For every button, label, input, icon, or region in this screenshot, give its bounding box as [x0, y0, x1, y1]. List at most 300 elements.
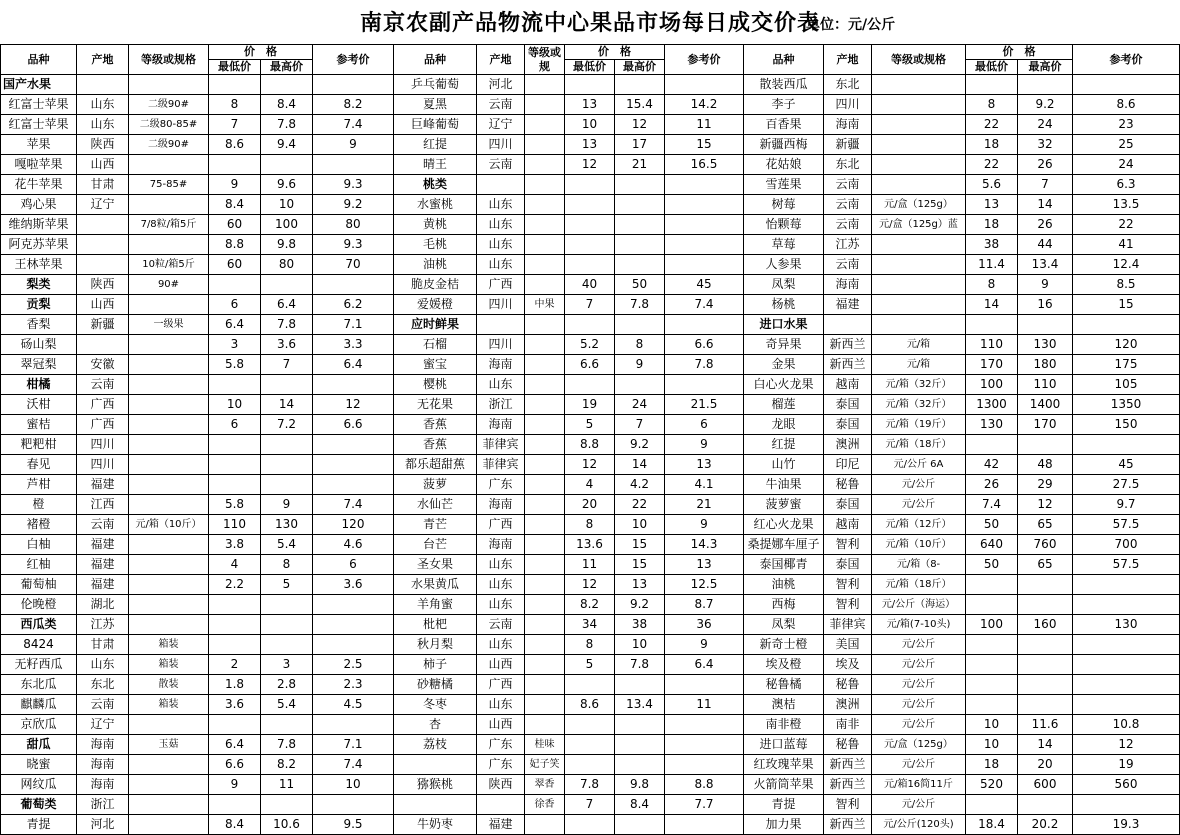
origin-cell: 新疆 — [824, 135, 872, 155]
ref-price-cell — [1073, 315, 1180, 335]
low-price-cell: 130 — [966, 415, 1018, 435]
low-price-cell: 8.4 — [209, 815, 261, 835]
low-price-cell — [209, 715, 261, 735]
low-price-cell: 8 — [209, 95, 261, 115]
high-price-cell: 160 — [1018, 615, 1073, 635]
origin-cell: 辽宁 — [77, 195, 129, 215]
col-price: 价 格 — [565, 45, 665, 60]
low-price-cell: 8.2 — [565, 595, 615, 615]
high-price-cell: 2.8 — [261, 675, 313, 695]
ref-price-cell — [1073, 595, 1180, 615]
high-price-cell: 600 — [1018, 775, 1073, 795]
grade-cell — [525, 575, 565, 595]
table-row — [1, 435, 1180, 455]
origin-cell: 甘肃 — [77, 175, 129, 195]
variety-cell: 黄桃 — [394, 215, 477, 235]
origin-cell: 山西 — [77, 155, 129, 175]
ref-price-cell — [1073, 575, 1180, 595]
origin-cell: 东北 — [824, 155, 872, 175]
ref-price-cell: 7.7 — [665, 795, 744, 815]
price-table — [0, 44, 1180, 835]
variety-cell: 水果黄瓜 — [394, 575, 477, 595]
low-price-cell — [966, 635, 1018, 655]
variety-cell: 翠冠梨 — [1, 355, 77, 375]
low-price-cell: 12 — [565, 155, 615, 175]
ref-price-cell: 12.5 — [665, 575, 744, 595]
low-price-cell — [565, 315, 615, 335]
variety-cell: 花姑娘 — [744, 155, 824, 175]
high-price-cell: 13.4 — [615, 695, 665, 715]
low-price-cell: 3.6 — [209, 695, 261, 715]
variety-cell: 柿子 — [394, 655, 477, 675]
variety-cell: 柑橘 — [1, 375, 77, 395]
grade-cell: 中果 — [525, 295, 565, 315]
high-price-cell: 1400 — [1018, 395, 1073, 415]
origin-cell: 四川 — [77, 435, 129, 455]
ref-price-cell — [665, 675, 744, 695]
grade-cell — [525, 335, 565, 355]
low-price-cell: 26 — [966, 475, 1018, 495]
high-price-cell: 9.6 — [261, 175, 313, 195]
ref-price-cell — [665, 315, 744, 335]
grade-cell: 元/公斤 — [872, 715, 966, 735]
high-price-cell: 5.4 — [261, 535, 313, 555]
low-price-cell: 170 — [966, 355, 1018, 375]
grade-cell: 元/箱（18斤） — [872, 575, 966, 595]
variety-cell: 南非橙 — [744, 715, 824, 735]
origin-cell: 山东 — [477, 695, 525, 715]
table-row — [1, 215, 1180, 235]
high-price-cell — [261, 155, 313, 175]
variety-cell: 白柚 — [1, 535, 77, 555]
high-price-cell — [615, 195, 665, 215]
grade-cell — [129, 355, 209, 375]
origin-cell: 菲律宾 — [477, 455, 525, 475]
high-price-cell: 7 — [1018, 175, 1073, 195]
ref-price-cell — [1073, 675, 1180, 695]
grade-cell — [525, 455, 565, 475]
high-price-cell: 7.8 — [261, 735, 313, 755]
col-variety: 品种 — [394, 45, 477, 75]
low-price-cell: 6.6 — [209, 755, 261, 775]
origin-cell: 江西 — [77, 495, 129, 515]
ref-price-cell: 57.5 — [1073, 515, 1180, 535]
low-price-cell: 11 — [565, 555, 615, 575]
variety-cell: 芦柑 — [1, 475, 77, 495]
high-price-cell: 20.2 — [1018, 815, 1073, 835]
origin-cell: 福建 — [77, 555, 129, 575]
origin-cell: 新疆 — [77, 315, 129, 335]
low-price-cell: 100 — [966, 615, 1018, 635]
variety-cell: 樱桃 — [394, 375, 477, 395]
low-price-cell: 3 — [209, 335, 261, 355]
variety-cell: 葡萄类 — [1, 795, 77, 815]
variety-cell: 榴莲 — [744, 395, 824, 415]
low-price-cell: 8.8 — [209, 235, 261, 255]
low-price-cell: 4 — [209, 555, 261, 575]
origin-cell: 澳洲 — [824, 435, 872, 455]
origin-cell: 云南 — [824, 175, 872, 195]
grade-cell — [525, 315, 565, 335]
low-price-cell — [209, 155, 261, 175]
low-price-cell: 13 — [966, 195, 1018, 215]
high-price-cell: 38 — [615, 615, 665, 635]
high-price-cell: 26 — [1018, 215, 1073, 235]
high-price-cell: 8.4 — [261, 95, 313, 115]
ref-price-cell: 9 — [665, 635, 744, 655]
low-price-cell: 8 — [565, 515, 615, 535]
table-row — [1, 155, 1180, 175]
grade-cell — [129, 775, 209, 795]
variety-cell: 嘎啦苹果 — [1, 155, 77, 175]
high-price-cell: 3.6 — [261, 335, 313, 355]
table-row — [1, 735, 1180, 755]
low-price-cell: 1300 — [966, 395, 1018, 415]
col-ref: 参考价 — [665, 45, 744, 75]
low-price-cell: 22 — [966, 155, 1018, 175]
origin-cell: 山东 — [477, 575, 525, 595]
ref-price-cell — [313, 375, 394, 395]
grade-cell: 元/盒（125g） — [872, 735, 966, 755]
grade-cell — [525, 535, 565, 555]
origin-cell: 陕西 — [477, 775, 525, 795]
ref-price-cell: 6.6 — [665, 335, 744, 355]
table-row — [1, 95, 1180, 115]
variety-cell: 秘鲁橘 — [744, 675, 824, 695]
low-price-cell: 34 — [565, 615, 615, 635]
origin-cell — [77, 255, 129, 275]
variety-cell: 牛油果 — [744, 475, 824, 495]
high-price-cell: 11.6 — [1018, 715, 1073, 735]
ref-price-cell: 6.4 — [665, 655, 744, 675]
low-price-cell: 40 — [565, 275, 615, 295]
low-price-cell: 9 — [209, 175, 261, 195]
ref-price-cell: 6 — [665, 415, 744, 435]
ref-price-cell — [665, 755, 744, 775]
variety-cell: 油桃 — [394, 255, 477, 275]
variety-cell: 鸡心果 — [1, 195, 77, 215]
low-price-cell: 110 — [209, 515, 261, 535]
low-price-cell — [565, 195, 615, 215]
page-title: 南京农副产品物流中心果品市场每日成交价表 — [359, 10, 820, 36]
ref-price-cell: 19.3 — [1073, 815, 1180, 835]
origin-cell: 海南 — [77, 775, 129, 795]
variety-cell: 晴王 — [394, 155, 477, 175]
table-row — [1, 695, 1180, 715]
col-ref: 参考价 — [1073, 45, 1180, 75]
ref-price-cell: 6.3 — [1073, 175, 1180, 195]
low-price-cell: 7 — [565, 295, 615, 315]
high-price-cell: 7.8 — [615, 655, 665, 675]
high-price-cell: 14 — [1018, 195, 1073, 215]
table-row — [1, 275, 1180, 295]
low-price-cell — [565, 75, 615, 95]
variety-cell: 梨类 — [1, 275, 77, 295]
high-price-cell — [1018, 575, 1073, 595]
header-row — [1, 45, 1180, 60]
grade-cell — [525, 395, 565, 415]
ref-price-cell: 700 — [1073, 535, 1180, 555]
origin-cell: 四川 — [824, 95, 872, 115]
variety-cell: 进口水果 — [744, 315, 824, 335]
origin-cell — [477, 315, 525, 335]
origin-cell: 东北 — [77, 675, 129, 695]
ref-price-cell — [313, 615, 394, 635]
low-price-cell: 6 — [209, 415, 261, 435]
ref-price-cell — [313, 435, 394, 455]
high-price-cell — [1018, 695, 1073, 715]
ref-price-cell — [665, 75, 744, 95]
grade-cell — [525, 255, 565, 275]
grade-cell: 元/公斤 — [872, 495, 966, 515]
ref-price-cell: 175 — [1073, 355, 1180, 375]
variety-cell: 毛桃 — [394, 235, 477, 255]
low-price-cell: 8.6 — [565, 695, 615, 715]
origin-cell: 湖北 — [77, 595, 129, 615]
high-price-cell: 7.2 — [261, 415, 313, 435]
col-grade: 等级或规 — [525, 45, 565, 75]
grade-cell: 7/8粒/箱5斤 — [129, 215, 209, 235]
ref-price-cell — [1073, 635, 1180, 655]
variety-cell: 香蕉 — [394, 415, 477, 435]
high-price-cell: 170 — [1018, 415, 1073, 435]
grade-cell — [525, 215, 565, 235]
variety-cell: 贡梨 — [1, 295, 77, 315]
origin-cell: 新西兰 — [824, 815, 872, 835]
origin-cell: 广东 — [477, 755, 525, 775]
grade-cell — [129, 755, 209, 775]
table-row — [1, 115, 1180, 135]
ref-price-cell: 19 — [1073, 755, 1180, 775]
variety-cell: 金果 — [744, 355, 824, 375]
origin-cell: 秘鲁 — [824, 735, 872, 755]
ref-price-cell: 3.3 — [313, 335, 394, 355]
high-price-cell — [261, 795, 313, 815]
grade-cell: 箱装 — [129, 635, 209, 655]
origin-cell: 海南 — [477, 535, 525, 555]
grade-cell — [129, 435, 209, 455]
low-price-cell: 8 — [966, 95, 1018, 115]
high-price-cell — [261, 375, 313, 395]
table-row — [1, 335, 1180, 355]
ref-price-cell: 11 — [665, 115, 744, 135]
origin-cell: 云南 — [477, 155, 525, 175]
low-price-cell: 7 — [565, 795, 615, 815]
variety-cell: 粑粑柑 — [1, 435, 77, 455]
variety-cell: 沃柑 — [1, 395, 77, 415]
ref-price-cell: 57.5 — [1073, 555, 1180, 575]
col-origin: 产地 — [77, 45, 129, 75]
high-price-cell: 13.4 — [1018, 255, 1073, 275]
variety-cell: 桑提娜车厘子 — [744, 535, 824, 555]
high-price-cell: 8 — [615, 335, 665, 355]
grade-cell — [525, 515, 565, 535]
low-price-cell — [209, 455, 261, 475]
origin-cell: 陕西 — [77, 135, 129, 155]
variety-cell: 奇异果 — [744, 335, 824, 355]
table-row — [1, 635, 1180, 655]
grade-cell: 元/公斤（海运） — [872, 595, 966, 615]
variety-cell: 水仙芒 — [394, 495, 477, 515]
col-origin: 产地 — [477, 45, 525, 75]
high-price-cell — [261, 275, 313, 295]
table-row — [1, 395, 1180, 415]
variety-cell: 草莓 — [744, 235, 824, 255]
origin-cell: 智利 — [824, 575, 872, 595]
grade-cell: 箱装 — [129, 695, 209, 715]
ref-price-cell: 15 — [665, 135, 744, 155]
grade-cell: 元/公斤 — [872, 695, 966, 715]
variety-cell: 桃类 — [394, 175, 477, 195]
origin-cell: 泰国 — [824, 415, 872, 435]
ref-price-cell: 7.8 — [665, 355, 744, 375]
variety-cell: 澳桔 — [744, 695, 824, 715]
col-low: 最低价 — [209, 60, 261, 75]
col-high: 最高价 — [615, 60, 665, 75]
low-price-cell: 8.8 — [565, 435, 615, 455]
low-price-cell — [565, 255, 615, 275]
grade-cell — [525, 555, 565, 575]
table-row — [1, 135, 1180, 155]
grade-cell — [525, 435, 565, 455]
table-row — [1, 495, 1180, 515]
ref-price-cell: 7.1 — [313, 315, 394, 335]
grade-cell — [872, 275, 966, 295]
high-price-cell: 10 — [615, 635, 665, 655]
origin-cell: 广西 — [477, 275, 525, 295]
grade-cell — [525, 195, 565, 215]
high-price-cell: 10 — [261, 195, 313, 215]
high-price-cell — [615, 175, 665, 195]
high-price-cell — [1018, 315, 1073, 335]
variety-cell: 新疆西梅 — [744, 135, 824, 155]
col-variety: 品种 — [744, 45, 824, 75]
variety-cell: 国产水果 — [1, 75, 77, 95]
high-price-cell: 15 — [615, 535, 665, 555]
high-price-cell: 5.4 — [261, 695, 313, 715]
table-row — [1, 755, 1180, 775]
variety-cell: 菠萝蜜 — [744, 495, 824, 515]
origin-cell: 泰国 — [824, 395, 872, 415]
high-price-cell: 180 — [1018, 355, 1073, 375]
origin-cell: 智利 — [824, 795, 872, 815]
variety-cell: 水蜜桃 — [394, 195, 477, 215]
origin-cell: 菲律宾 — [477, 435, 525, 455]
grade-cell — [872, 175, 966, 195]
high-price-cell — [261, 635, 313, 655]
variety-cell: 红富士苹果 — [1, 95, 77, 115]
high-price-cell — [1018, 795, 1073, 815]
ref-price-cell — [665, 215, 744, 235]
grade-cell — [129, 595, 209, 615]
origin-cell: 海南 — [477, 355, 525, 375]
ref-price-cell: 9 — [665, 515, 744, 535]
origin-cell: 秘鲁 — [824, 675, 872, 695]
col-high: 最高价 — [1018, 60, 1073, 75]
low-price-cell: 5.8 — [209, 355, 261, 375]
col-grade: 等级或规格 — [129, 45, 209, 75]
grade-cell: 元/箱（10斤） — [129, 515, 209, 535]
ref-price-cell: 16.5 — [665, 155, 744, 175]
variety-cell: 红提 — [394, 135, 477, 155]
ref-price-cell: 8.5 — [1073, 275, 1180, 295]
grade-cell: 徐香 — [525, 795, 565, 815]
origin-cell: 云南 — [77, 515, 129, 535]
grade-cell — [872, 235, 966, 255]
origin-cell: 广东 — [477, 735, 525, 755]
variety-cell: 加力果 — [744, 815, 824, 835]
variety-cell: 花牛苹果 — [1, 175, 77, 195]
variety-cell: 红玫瑰苹果 — [744, 755, 824, 775]
low-price-cell: 50 — [966, 555, 1018, 575]
variety-cell: 青提 — [744, 795, 824, 815]
variety-cell: 杨桃 — [744, 295, 824, 315]
origin-cell: 秘鲁 — [824, 475, 872, 495]
high-price-cell: 16 — [1018, 295, 1073, 315]
col-origin: 产地 — [824, 45, 872, 75]
variety-cell: 人参果 — [744, 255, 824, 275]
origin-cell: 甘肃 — [77, 635, 129, 655]
grade-cell: 10粒/箱5斤 — [129, 255, 209, 275]
low-price-cell: 19 — [565, 395, 615, 415]
variety-cell: 龙眼 — [744, 415, 824, 435]
grade-cell: 元/公斤 — [872, 635, 966, 655]
high-price-cell — [261, 435, 313, 455]
origin-cell: 山东 — [77, 115, 129, 135]
grade-cell — [129, 455, 209, 475]
grade-cell — [872, 155, 966, 175]
ref-price-cell: 3.6 — [313, 575, 394, 595]
low-price-cell — [565, 675, 615, 695]
ref-price-cell: 70 — [313, 255, 394, 275]
low-price-cell — [209, 595, 261, 615]
ref-price-cell: 15 — [1073, 295, 1180, 315]
grade-cell: 元/公斤 — [872, 655, 966, 675]
high-price-cell — [1018, 75, 1073, 95]
grade-cell — [129, 295, 209, 315]
variety-cell: 香蕉 — [394, 435, 477, 455]
high-price-cell: 14 — [1018, 735, 1073, 755]
low-price-cell — [565, 175, 615, 195]
variety-cell: 春见 — [1, 455, 77, 475]
col-price: 价 格 — [209, 45, 313, 60]
grade-cell — [129, 155, 209, 175]
high-price-cell — [261, 75, 313, 95]
high-price-cell: 32 — [1018, 135, 1073, 155]
origin-cell: 山东 — [477, 215, 525, 235]
origin-cell: 四川 — [477, 135, 525, 155]
grade-cell: 二级90# — [129, 135, 209, 155]
high-price-cell: 9.8 — [261, 235, 313, 255]
origin-cell: 海南 — [824, 275, 872, 295]
low-price-cell — [565, 375, 615, 395]
ref-price-cell: 7.1 — [313, 735, 394, 755]
high-price-cell: 4.2 — [615, 475, 665, 495]
variety-cell: 红柚 — [1, 555, 77, 575]
ref-price-cell: 12.4 — [1073, 255, 1180, 275]
ref-price-cell: 21 — [665, 495, 744, 515]
low-price-cell: 5.8 — [209, 495, 261, 515]
low-price-cell — [966, 435, 1018, 455]
high-price-cell: 50 — [615, 275, 665, 295]
ref-price-cell: 4.6 — [313, 535, 394, 555]
variety-cell: 雪莲果 — [744, 175, 824, 195]
high-price-cell: 80 — [261, 255, 313, 275]
table-row — [1, 415, 1180, 435]
origin-cell: 越南 — [824, 375, 872, 395]
low-price-cell — [565, 215, 615, 235]
variety-cell: 红提 — [744, 435, 824, 455]
